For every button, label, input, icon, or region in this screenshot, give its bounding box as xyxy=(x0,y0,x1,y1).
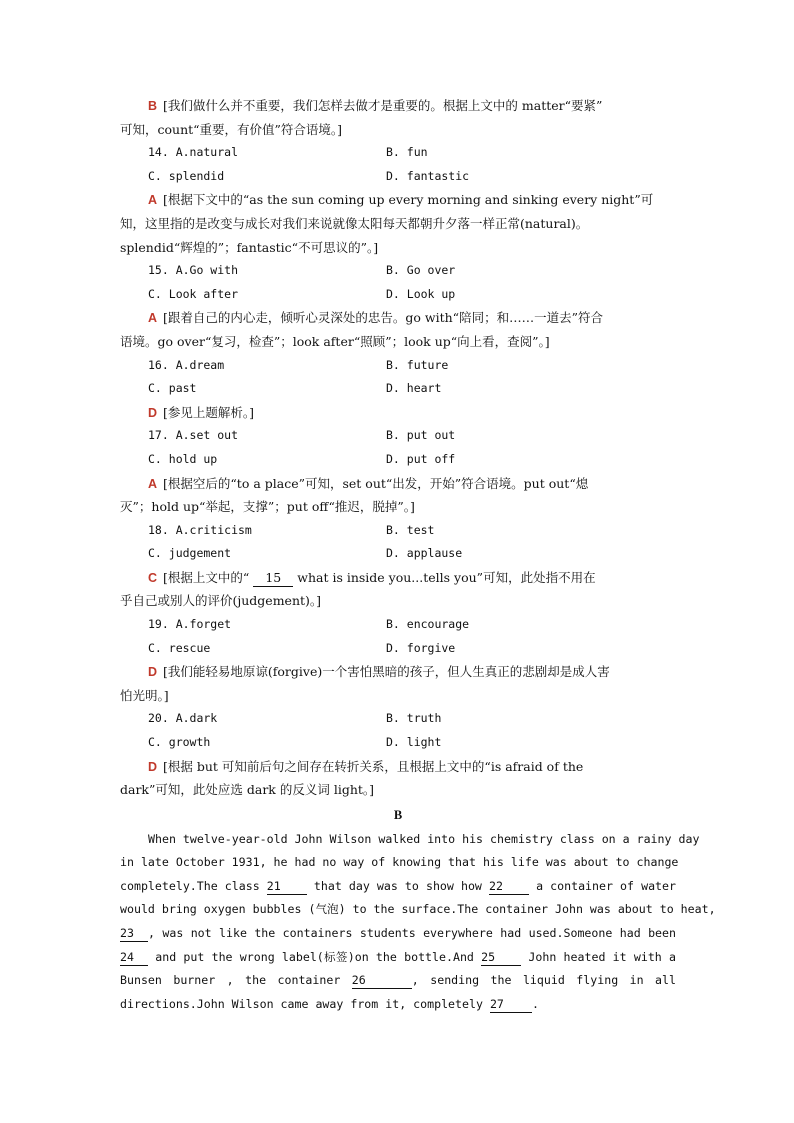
option-c[interactable]: C. splendid xyxy=(148,168,225,183)
passage-text: directions.John Wilson came away from it, completely xyxy=(120,996,490,1011)
reading-passage xyxy=(120,828,716,1017)
explanation-text: [跟着自己的内心走，倾听心灵深处的忠告。go with“陪同；和……一道去”符合 xyxy=(163,310,603,326)
option-a[interactable]: 14. A.natural xyxy=(148,145,239,160)
option-row xyxy=(120,424,676,448)
blank-21[interactable]: 21 xyxy=(267,878,307,895)
blank-26[interactable]: 26 xyxy=(352,972,412,989)
blank-27[interactable]: 27 xyxy=(490,996,532,1013)
explanation-text: [根据 but 可知前后句之间存在转折关系，且根据上文中的“is afraid of the xyxy=(163,758,584,774)
option-c[interactable]: C. Look after xyxy=(148,286,239,301)
option-c[interactable]: C. rescue xyxy=(148,640,211,655)
explanation-text: [我们能轻易地原谅(forgive)一个害怕黑暗的孩子，但人生真正的悲剧却是成人害 xyxy=(163,664,610,680)
option-b[interactable]: B. fun xyxy=(386,145,428,160)
explanation-line xyxy=(120,401,676,425)
explanation-text: splendid“辉煌的”；fantastic“不可思议的”。] xyxy=(120,239,379,255)
passage-text: a container of water xyxy=(529,878,676,893)
option-row xyxy=(120,542,676,566)
option-row xyxy=(120,613,676,637)
option-row xyxy=(120,165,676,189)
explanation-line xyxy=(120,778,676,802)
option-c[interactable]: C. hold up xyxy=(148,451,218,466)
option-d[interactable]: D. light xyxy=(386,735,442,750)
passage-text: would bring oxygen bubbles (气泡) to the surface.The container John was about to heat, xyxy=(120,902,716,917)
option-d[interactable]: D. Look up xyxy=(386,286,456,301)
explanation-text: 乎自己或别人的评价(judgement)。] xyxy=(120,593,322,609)
answer-letter: C xyxy=(148,570,158,585)
option-row xyxy=(120,354,676,378)
explanation-line xyxy=(120,118,676,142)
passage-text: and put the wrong label(标签)on the bottle.And xyxy=(148,949,482,964)
option-a[interactable]: 15. A.Go with xyxy=(148,263,239,278)
blank-24[interactable]: 24 xyxy=(120,949,148,966)
answer-letter: A xyxy=(148,311,158,326)
option-a[interactable]: 19. A.forget xyxy=(148,617,232,632)
option-a[interactable]: 20. A.dark xyxy=(148,711,218,726)
passage-text: Bunsen burner , the container xyxy=(120,973,352,988)
passage-block xyxy=(120,804,716,1016)
option-b[interactable]: B. test xyxy=(386,522,435,537)
option-d[interactable]: D. fantastic xyxy=(386,168,470,183)
explanation-text: [根据空后的“to a place”可知，set out“出发，开始”符合语境。put out“熄 xyxy=(163,475,589,491)
explanation-line xyxy=(120,684,676,708)
explanation-line xyxy=(120,660,676,684)
explanation-text: [根据下文中的“as the sun coming up every morning and sinking every night”可 xyxy=(163,192,654,208)
explanation-line xyxy=(120,212,676,236)
option-c[interactable]: C. growth xyxy=(148,735,211,750)
explanation-line xyxy=(120,472,676,496)
blank-15: 15 xyxy=(253,570,293,587)
explanation-line xyxy=(120,566,676,590)
passage-text: in late October 1931, he had no way of knowing that his life was about to change xyxy=(120,855,679,870)
passage-text: , was not like the containers students everywhere had used.Someone had been xyxy=(148,925,676,940)
explanation-line xyxy=(120,94,676,118)
option-a[interactable]: 16. A.dream xyxy=(148,357,225,372)
option-row xyxy=(120,283,676,307)
explanation-line xyxy=(120,495,676,519)
option-a[interactable]: 18. A.criticism xyxy=(148,522,252,537)
option-row xyxy=(120,377,676,401)
option-d[interactable]: D. heart xyxy=(386,381,442,396)
explanation-text: 可知，count“重要，有价值”符合语境。] xyxy=(120,121,343,137)
explanation-line xyxy=(120,306,676,330)
option-c[interactable]: C. judgement xyxy=(148,546,232,561)
explanation-text: 怕光明。] xyxy=(120,687,169,703)
passage-text: , sending the liquid flying in all xyxy=(411,973,676,988)
option-b[interactable]: B. put out xyxy=(386,428,456,443)
option-row xyxy=(120,448,676,472)
explanation-text: what is inside you...tells you”可知，此处指不用在 xyxy=(293,569,596,585)
answer-letter: A xyxy=(148,476,158,491)
option-row xyxy=(120,637,676,661)
option-d[interactable]: D. applause xyxy=(386,546,463,561)
option-d[interactable]: D. put off xyxy=(386,451,456,466)
explanation-line xyxy=(120,589,676,613)
option-b[interactable]: B. truth xyxy=(386,711,442,726)
passage-line xyxy=(120,851,679,875)
blank-23[interactable]: 23 xyxy=(120,925,148,942)
passage-line xyxy=(120,898,716,922)
answer-letter: D xyxy=(148,759,158,774)
passage-line xyxy=(120,946,676,970)
document-page xyxy=(120,94,676,802)
explanation-line xyxy=(120,755,676,779)
passage-line xyxy=(120,969,676,993)
explanation-text: 语境。go over“复习，检查”；look after“照顾”；look up“向上看，查阅”。] xyxy=(120,333,550,349)
passage-text: . xyxy=(531,996,539,1011)
passage-line xyxy=(120,828,700,852)
passage-text: When twelve-year-old John Wilson walked into his chemistry class on a rainy day xyxy=(148,831,700,846)
answer-letter: D xyxy=(148,405,158,420)
explanation-text: 灭”；hold up“举起，支撑”；put off“推迟，脱掉”。] xyxy=(120,499,415,515)
answer-letter: B xyxy=(148,99,158,113)
explanation-text: 知，这里指的是改变与成长对我们来说就像太阳每天都朝升夕落一样正常(natural)。 xyxy=(120,215,589,231)
answer-letter: A xyxy=(148,193,158,208)
option-b[interactable]: B. encourage xyxy=(386,617,470,632)
option-row xyxy=(120,519,676,543)
explanation-text: [参见上题解析。] xyxy=(163,404,255,420)
option-row xyxy=(120,259,676,283)
section-title: B xyxy=(393,808,403,822)
passage-line xyxy=(120,875,676,899)
explanation-line xyxy=(120,330,676,354)
blank-25[interactable]: 25 xyxy=(481,949,521,966)
option-a[interactable]: 17. A.set out xyxy=(148,428,239,443)
option-d[interactable]: D. forgive xyxy=(386,640,456,655)
explanation-line xyxy=(120,188,676,212)
answer-letter: D xyxy=(148,665,158,680)
option-row xyxy=(120,731,676,755)
passage-text: John heated it with a xyxy=(521,949,677,964)
option-b[interactable]: B. future xyxy=(386,357,449,372)
passage-line xyxy=(120,922,676,946)
passage-text: completely.The class xyxy=(120,878,267,893)
option-row xyxy=(120,707,676,731)
explanation-line xyxy=(120,236,676,260)
explanation-text: dark”可知，此处应选 dark 的反义词 light。] xyxy=(120,782,375,798)
option-b[interactable]: B. Go over xyxy=(386,263,456,278)
option-row xyxy=(120,141,676,165)
passage-text: that day was to show how xyxy=(306,878,489,893)
explanation-text: [我们做什么并不重要，我们怎样去做才是重要的。根据上文中的 matter“要紧” xyxy=(163,98,603,113)
option-c[interactable]: C. past xyxy=(148,381,197,396)
blank-22[interactable]: 22 xyxy=(489,878,529,895)
passage-line xyxy=(120,993,676,1017)
explanation-text: [根据上文中的“ xyxy=(163,569,254,585)
